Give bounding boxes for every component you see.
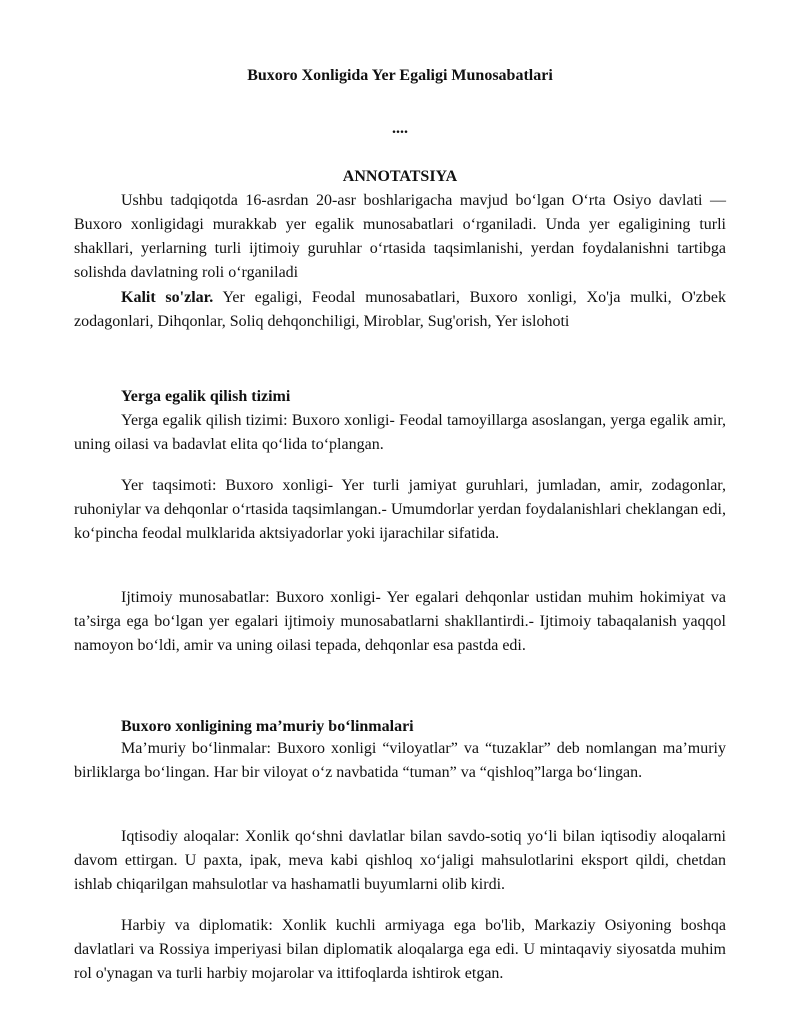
paragraph-text: Ijtimoiy munosabatlar: Buxoro xonligi- Yer egalari dehqonlar ustidan muhim hokimiyat va ta’sirga ega bo‘lgan yer egalari ijtimoiy munosabatlarni shakllantirdi.- Ijtimoiy tabaqalanish yaqqol namoyon bo‘ldi, amir va uning oilasi tepada, dehqonlar esa pastda edi. [74, 589, 726, 654]
section-paragraph [74, 474, 726, 546]
section-paragraph [74, 586, 726, 658]
section-paragraph [74, 737, 726, 785]
keywords [74, 286, 726, 334]
keywords-label: Kalit so'zlar. [121, 289, 214, 306]
abstract [74, 189, 726, 285]
abstract-heading: ANNOTATSIYA [342, 168, 458, 185]
paragraph-text: Ma’muriy bo‘linmalar: Buxoro xonligi “viloyatlar” va “tuzaklar” deb nomlangan ma’muriy birliklarga bo‘lingan. Har bir viloyat o‘z navbatida “tuman” va “qishloq”larga bo‘lingan. [74, 740, 726, 781]
keywords-text: Yer egaligi, Feodal munosabatlari, Buxoro xonligi, Xo'ja mulki, O'zbek zodagonlari, Dihqonlar, Soliq dehqonchiligi, Miroblar, Sug'orish, Yer islohoti [74, 289, 727, 330]
paragraph-text: Iqtisodiy aloqalar: Xonlik qo‘shni davlatlar bilan savdo-sotiq yo‘li bilan iqtisodiy aloqalarni davom ettirgan. U paxta, ipak, meva kabi qishloq xo‘jaligi mahsulotlarini eksport qildi, chetdan ishlab chiqarilgan mahsulotlar va hashamatli buyumlarni olib kirdi. [74, 828, 726, 893]
paragraph-text: Yer taqsimoti: Buxoro xonligi- Yer turli jamiyat guruhlari, jumladan, amir, zodagonlar, ruhoniylar va dehqonlar o‘rtasida taqsimlangan.- Umumdorlar yerdan foydalanishlari cheklangan edi, ko‘pincha feodal mulklarida aktsiyadorlar yoki ijarachilar sifatida. [74, 477, 726, 542]
section-paragraph [74, 914, 726, 986]
section-paragraph [74, 409, 726, 457]
abstract-text: Ushbu tadqiqotda 16-asrdan 20-asr boshlarigacha mavjud bo‘lgan O‘rta Osiyo davlati — Buxoro xonligidagi murakkab yer egalik munosabatlari o‘rganiladi. Unda yer egaligining turli shakllari, yerlarning turli ijtimoiy guruhlar o‘rtasida taqsimlanishi, yerdan foydalanishni tartibga solishda davlatning roli o‘rganiladi [74, 192, 726, 281]
paper-title: Buxoro Xonligida Yer Egaligi Munosabatlari [247, 67, 553, 84]
section-heading: Buxoro xonligining ma’muriy bo‘linmalari [121, 718, 414, 735]
keywords-paragraph [74, 286, 726, 334]
paragraph-text: Harbiy va diplomatik: Xonlik kuchli armiyaga ega bo'lib, Markaziy Osiyoning boshqa davlatlari va Rossiya imperiyasi bilan diplomatik aloqalarga ega edi. U mintaqaviy siyosatda muhim rol o'ynagan va turli harbiy mojarolar va ittifoqlarda ishtirok etgan. [74, 917, 726, 982]
section-paragraph [74, 825, 726, 897]
section-heading: Yerga egalik qilish tizimi [121, 388, 291, 405]
authors-placeholder: .... [392, 120, 408, 137]
paragraph-text: Yerga egalik qilish tizimi: Buxoro xonligi- Feodal tamoyillarga asoslangan, yerga egalik amir, uning oilasi va badavlat elita qo‘lida to‘plangan. [74, 412, 726, 453]
